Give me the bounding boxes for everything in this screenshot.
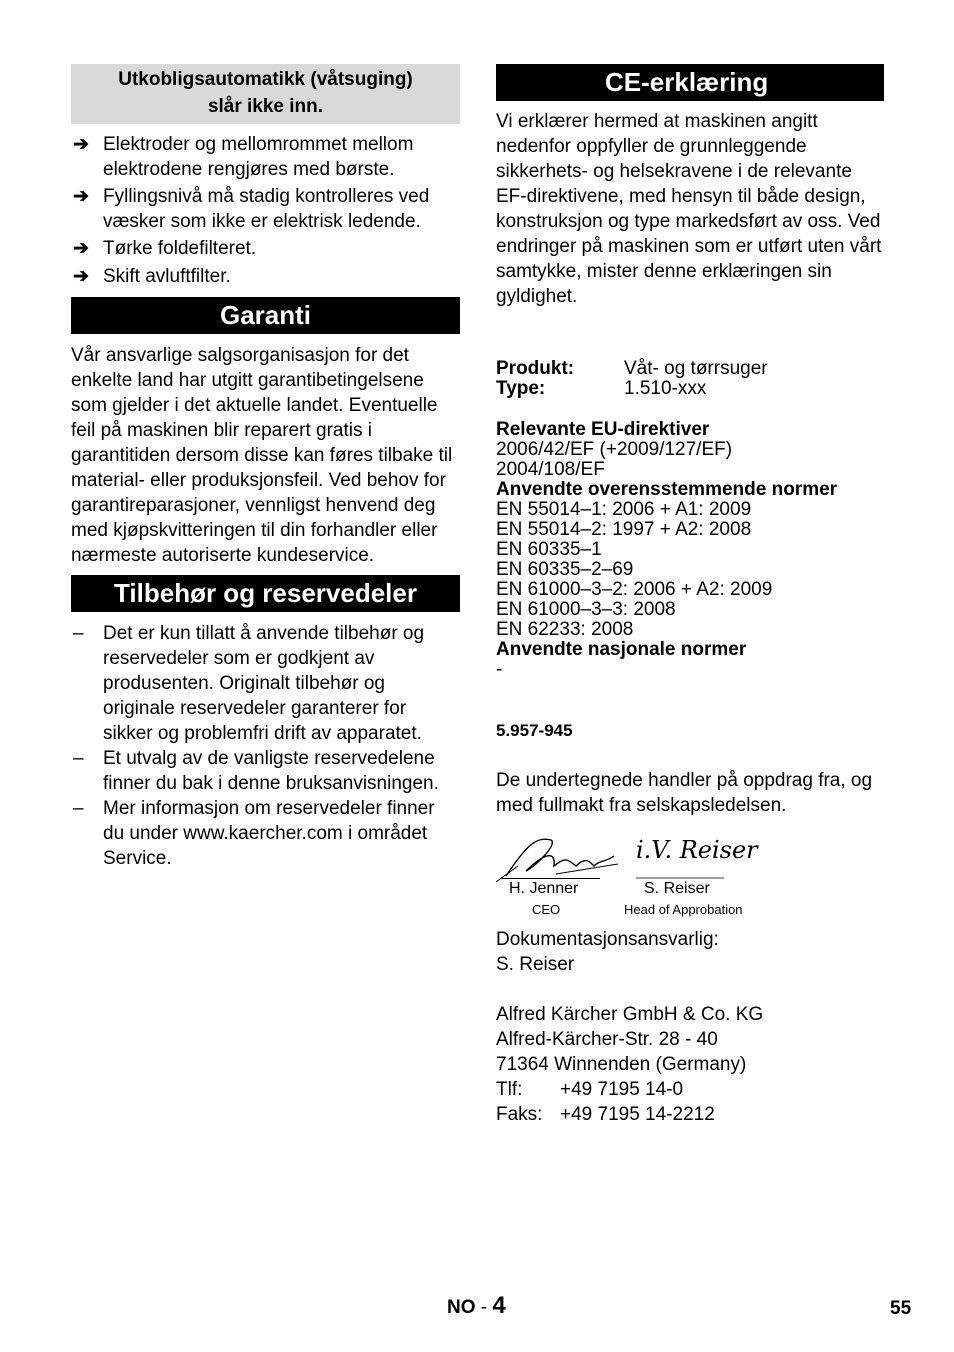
list-item-text: Mer informasjon om reservedeler finner du under www.kaercher.com i området Service. bbox=[103, 798, 435, 869]
type-row bbox=[496, 379, 884, 399]
arrow-right-icon: ➔ bbox=[73, 266, 89, 287]
list-item bbox=[71, 796, 460, 871]
ce-heading: CE-erklæring bbox=[496, 64, 884, 101]
footer-section-code bbox=[447, 1293, 506, 1320]
phone-value: +49 7195 14-0 bbox=[560, 1079, 684, 1100]
guarantee-paragraph: Vår ansvarlige salgsorganisasjon for det enkelte land har utgitt garantibetingelsene som gjelder i det aktuelle landet. Eventuelle feil på maskinen blir reparert gratis i garantitiden dersom disse kan føres tilbake til material- eller produksjonsfeil. Ved behov for garantireparasjoner, vennligst henvend deg med kjøpskvitteringen til din forhandler eller nærmeste autoriserte kundeservice. bbox=[71, 345, 453, 566]
standard-item: EN 61000–3–2: 2006 + A2: 2009 bbox=[496, 579, 773, 600]
standard-item: EN 55014–1: 2006 + A1: 2009 bbox=[496, 499, 752, 520]
eu-directives-heading: Relevante EU-direktiver bbox=[496, 419, 710, 440]
directive-item: 2006/42/EF (+2009/127/EF) bbox=[496, 439, 733, 460]
product-block bbox=[496, 359, 884, 399]
list-item-text: Det er kun tillatt å anvende tilbehør og reservedeler som er godkjent av produsenten. Originalt tilbehør og originale reservedeler garanterer for sikker og problemfri drift av apparatet. bbox=[103, 623, 425, 744]
directives-block bbox=[496, 420, 884, 680]
footer-section-number: 4 bbox=[492, 1292, 506, 1319]
fax-row bbox=[496, 1102, 884, 1127]
standard-item: EN 61000–3–3: 2008 bbox=[496, 599, 676, 620]
troubleshoot-heading-line1: Utkobligsautomatikk (våtsuging) bbox=[118, 69, 413, 90]
list-item bbox=[71, 264, 460, 289]
signatory-paragraph: De undertegnede handler på oppdrag fra, og med fullmakt fra selskapsledelsen. bbox=[496, 770, 873, 816]
page-number: 55 bbox=[890, 1298, 912, 1319]
dash-bullet-icon: – bbox=[73, 623, 84, 644]
troubleshoot-heading-line2: slår ikke inn. bbox=[207, 96, 324, 117]
left-column bbox=[71, 64, 460, 871]
dash-bullet-icon: – bbox=[73, 798, 84, 819]
standard-item: EN 62233: 2008 bbox=[496, 619, 634, 640]
signer1-role: CEO bbox=[532, 902, 561, 917]
right-column bbox=[496, 64, 884, 1127]
accessories-heading: Tilbehør og reservedeler bbox=[71, 575, 460, 612]
arrow-right-icon: ➔ bbox=[73, 186, 89, 207]
list-item-text: Elektroder og mellomrommet mellom elektrodene rengjøres med børste. bbox=[103, 134, 414, 180]
signer2-name: S. Reiser bbox=[644, 880, 710, 897]
phone-label: Tlf: bbox=[496, 1079, 523, 1100]
list-item-text: Fyllingsnivå må stadig kontrolleres ved væsker som ikke er elektrisk ledende. bbox=[103, 186, 430, 232]
list-item bbox=[71, 236, 460, 261]
ce-paragraph: Vi erklærer hermed at maskinen angitt nedenfor oppfyller de grunnleggende sikkerhets- og helsekravene i de relevante EF-direktivene, med hensyn til både design, konstruksjon og type markedsført av oss. Ved endringer på maskinen som er utført uten vårt samtykke, mister denne erklæringen sin gyldighet. bbox=[496, 111, 882, 307]
troubleshoot-heading bbox=[71, 64, 460, 124]
type-value: 1.510-xxx bbox=[624, 378, 707, 399]
product-label: Produkt: bbox=[496, 358, 575, 379]
document-number: 5.957-945 bbox=[496, 721, 573, 740]
list-item bbox=[71, 184, 460, 234]
list-item bbox=[71, 746, 460, 796]
signature-reiser: i.V. Reiser bbox=[636, 836, 758, 864]
signature-block bbox=[496, 826, 884, 926]
arrow-right-icon: ➔ bbox=[73, 238, 89, 259]
national-standards-value: - bbox=[496, 659, 503, 680]
footer-language: NO bbox=[447, 1297, 476, 1318]
address-block bbox=[496, 1002, 884, 1127]
dash-bullet-icon: – bbox=[73, 748, 84, 769]
product-value: Våt- og tørrsuger bbox=[624, 358, 768, 379]
city-address: 71364 Winnenden (Germany) bbox=[496, 1054, 747, 1075]
company-name: Alfred Kärcher GmbH & Co. KG bbox=[496, 1004, 764, 1025]
list-item-text: Tørke foldefilteret. bbox=[103, 238, 257, 259]
signer1-name: H. Jenner bbox=[509, 880, 579, 897]
guarantee-heading: Garanti bbox=[71, 297, 460, 334]
doc-responsible-label: Dokumentasjonsansvarlig: bbox=[496, 929, 719, 950]
directive-item: 2004/108/EF bbox=[496, 459, 605, 480]
product-row bbox=[496, 359, 884, 379]
fax-label: Faks: bbox=[496, 1104, 543, 1125]
type-label: Type: bbox=[496, 378, 546, 399]
signer2-role: Head of Approbation bbox=[624, 902, 743, 917]
doc-responsible-name: S. Reiser bbox=[496, 954, 575, 975]
list-item bbox=[71, 621, 460, 746]
street-address: Alfred-Kärcher-Str. 28 - 40 bbox=[496, 1029, 718, 1050]
accessories-list bbox=[71, 621, 460, 871]
standard-item: EN 55014–2: 1997 + A2: 2008 bbox=[496, 519, 752, 540]
list-item-text: Skift avluftfilter. bbox=[103, 266, 231, 287]
fax-value: +49 7195 14-2212 bbox=[560, 1104, 715, 1125]
footer-separator: - bbox=[475, 1297, 493, 1318]
standard-item: EN 60335–2–69 bbox=[496, 559, 634, 580]
national-standards-heading: Anvendte nasjonale normer bbox=[496, 639, 747, 660]
doc-responsible-block bbox=[496, 927, 884, 977]
list-item-text: Et utvalg av de vanligste reservedelene finner du bak i denne bruksanvisningen. bbox=[103, 748, 439, 794]
troubleshoot-list bbox=[71, 132, 460, 289]
list-item bbox=[71, 132, 460, 182]
phone-row bbox=[496, 1077, 884, 1102]
standard-item: EN 60335–1 bbox=[496, 539, 602, 560]
arrow-right-icon: ➔ bbox=[73, 134, 89, 155]
standards-heading: Anvendte overensstemmende normer bbox=[496, 479, 838, 500]
